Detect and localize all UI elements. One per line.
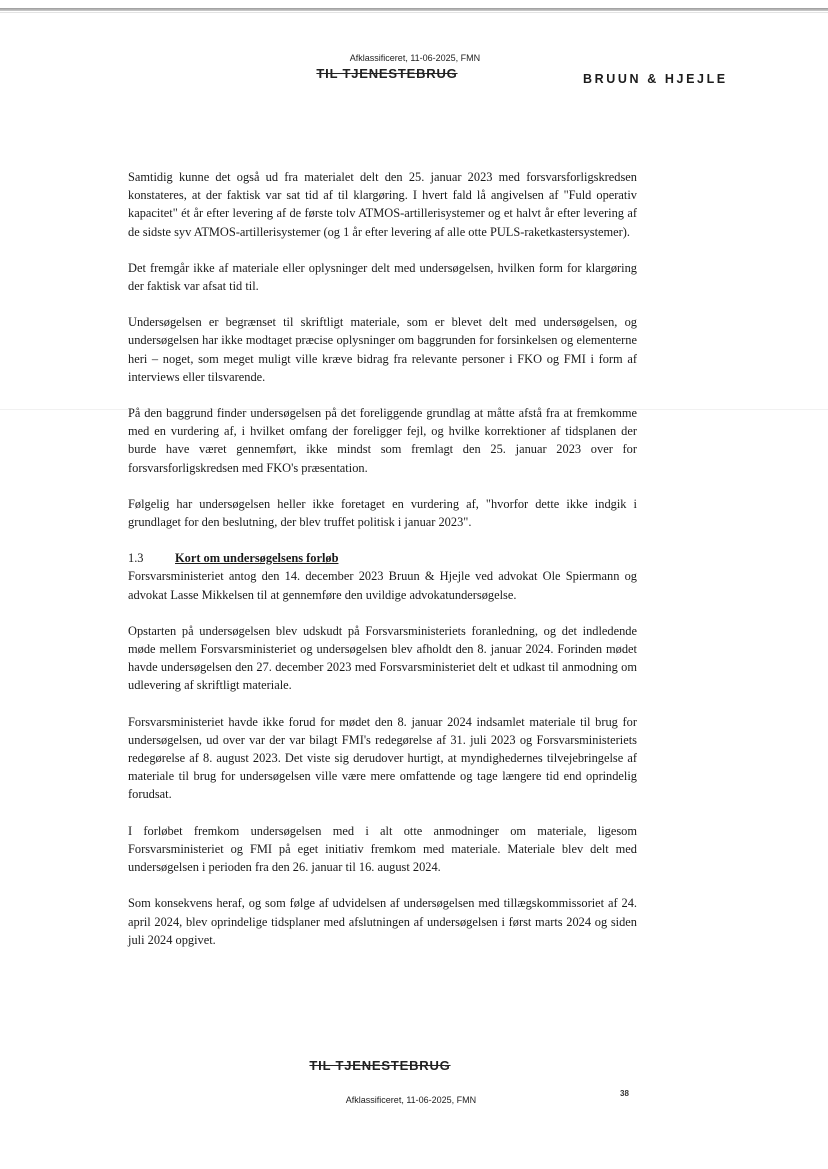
- footer-marking: TIL TJENESTEBRUG: [309, 1058, 451, 1073]
- section-heading: [128, 549, 637, 567]
- document-body: [128, 168, 637, 949]
- paragraph: Som konsekvens heraf, og som følge af udvidelsen af undersøgelsen med tillægskommissoriet af 24. april 2024, blev oprindelige tidsplaner med afslutningen af undersøgelsen i først marts 2024 og siden juli 2024 opgivet.: [128, 896, 637, 947]
- paragraph: Forsvarsministeriet antog den 14. december 2023 Bruun & Hjejle ved advokat Ole Spiermann og advokat Lasse Mikkelsen til at gennemføre den uvildige advokatundersøgelse.: [128, 569, 637, 602]
- scan-edge-line: [0, 8, 828, 11]
- paragraph: Det fremgår ikke af materiale eller oplysninger delt med undersøgelsen, hvilken form for klargøring der faktisk var afsat tid til.: [128, 260, 637, 294]
- header-marking: TIL TJENESTEBRUG: [316, 66, 458, 81]
- header-classification-stamp: Afklassificeret, 11-06-2025, FMN: [349, 53, 481, 63]
- scan-edge-line-faint: [0, 12, 828, 13]
- paragraph: I forløbet fremkom undersøgelsen med i alt otte anmodninger om materiale, ligesom Forsvarsministeriet og FMI på eget initiativ fremkom med materiale. Materiale blev delt med undersøgelsen i perioden fra den 26. januar til 16. august 2024.: [128, 823, 637, 875]
- paragraph: Følgelig har undersøgelsen heller ikke foretaget en vurdering af, "hvorfor dette ikke indgik i grundlaget for den beslutning, der blev truffet politisk i januar 2023".: [128, 496, 637, 530]
- footer-classification-stamp: Afklassificeret, 11-06-2025, FMN: [345, 1095, 477, 1105]
- section-number: 1.3: [128, 551, 144, 566]
- paragraph: På den baggrund finder undersøgelsen på det foreliggende grundlag at måtte afstå fra at fremkomme med en vurdering af, i hvilket omfang der foreligger fejl, og hvilke korrektioner af tidsplanen der burde have været gennemført, ikke mindst som fremlagt den 25. januar 2023 over for forsvarsforligskredsen med FKO's præsentation.: [128, 406, 637, 475]
- paragraph: Undersøgelsen er begrænset til skriftligt materiale, som er blevet delt med undersøgelsen, og undersøgelsen har ikke modtaget præcise oplysninger om baggrunden for forsinkelsen og elementerne heri – noget, som meget muligt ville kræve bidrag fra relevante personer i FKO og FMI i form af interviews eller tilsvarende.: [128, 315, 637, 384]
- brand-logo: BRUUN & HJEJLE: [583, 72, 728, 86]
- page-number: 38: [620, 1089, 629, 1098]
- paragraph: Forsvarsministeriet havde ikke forud for mødet den 8. januar 2024 indsamlet materiale til brug for undersøgelsen, ud over var der var bilagt FMI's redegørelse af 31. juli 2023 og Forsvarsministeriets redegørelse af 8. august 2023. Det viste sig derudover hurtigt, at myndighedernes tilvejebringelse af materiale til brug for undersøgelsen ville være mere omfattende og tage længere tid end oprindelig forudsat.: [128, 714, 637, 802]
- section-title: Kort om undersøgelsens forløb: [175, 551, 339, 566]
- paragraph: Opstarten på undersøgelsen blev udskudt på Forsvarsministeriets foranledning, og det indledende møde mellem Forsvarsministeriet og undersøgelsen blev afholdt den 8. januar 2024. Forinden mødet havde undersøgelsen den 27. december 2023 med Forsvarsministeriet delt et udkast til anmodning om udlevering af skriftligt materiale.: [128, 623, 637, 693]
- paragraph: Samtidig kunne det også ud fra materialet delt den 25. januar 2023 med forsvarsforligskredsen konstateres, at der faktisk var sat tid af til klargøring. I hvert fald lå angivelsen af "Fuld operativ kapacitet" ét år efter levering af de første tolv ATMOS-artillerisystemer og et halvt år efter levering af de sidste syv ATMOS-artillerisystemer (og 1 år efter levering af alle otte PULS-raketkastersystemer).: [128, 170, 637, 239]
